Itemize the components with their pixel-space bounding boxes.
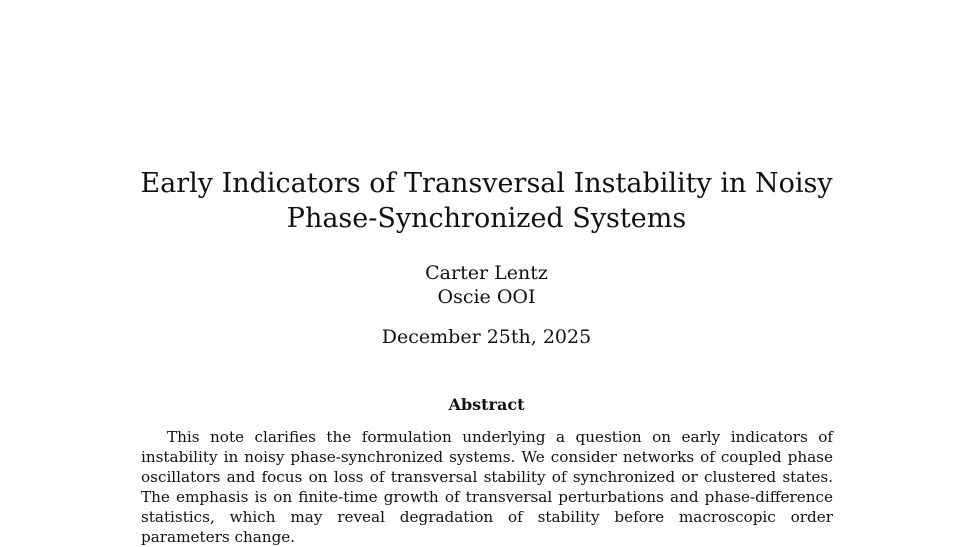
author-name: Oscie OOI: [437, 286, 536, 308]
author-block: [140, 261, 833, 309]
author-name: Carter Lentz: [425, 262, 548, 284]
title-line-2: Phase-Synchronized Systems: [286, 203, 687, 234]
abstract-heading: Abstract: [448, 395, 525, 414]
title-line-1: Early Indicators of Transversal Instability in Noisy: [140, 168, 833, 199]
paper-date: December 25th, 2025: [381, 326, 592, 348]
paper-title: [140, 166, 833, 236]
abstract-text: This note clarifies the formulation underlying a question on early indicators of instability in noisy phase-synchronized systems. We consider networks of coupled phase oscillators and focus on loss of transversal stability of synchronized or clustered states. The emphasis is on finite-time growth of transversal perturbations and phase-difference statistics, which may reveal degradation of stability before macroscopic order parameters change.: [141, 428, 833, 546]
